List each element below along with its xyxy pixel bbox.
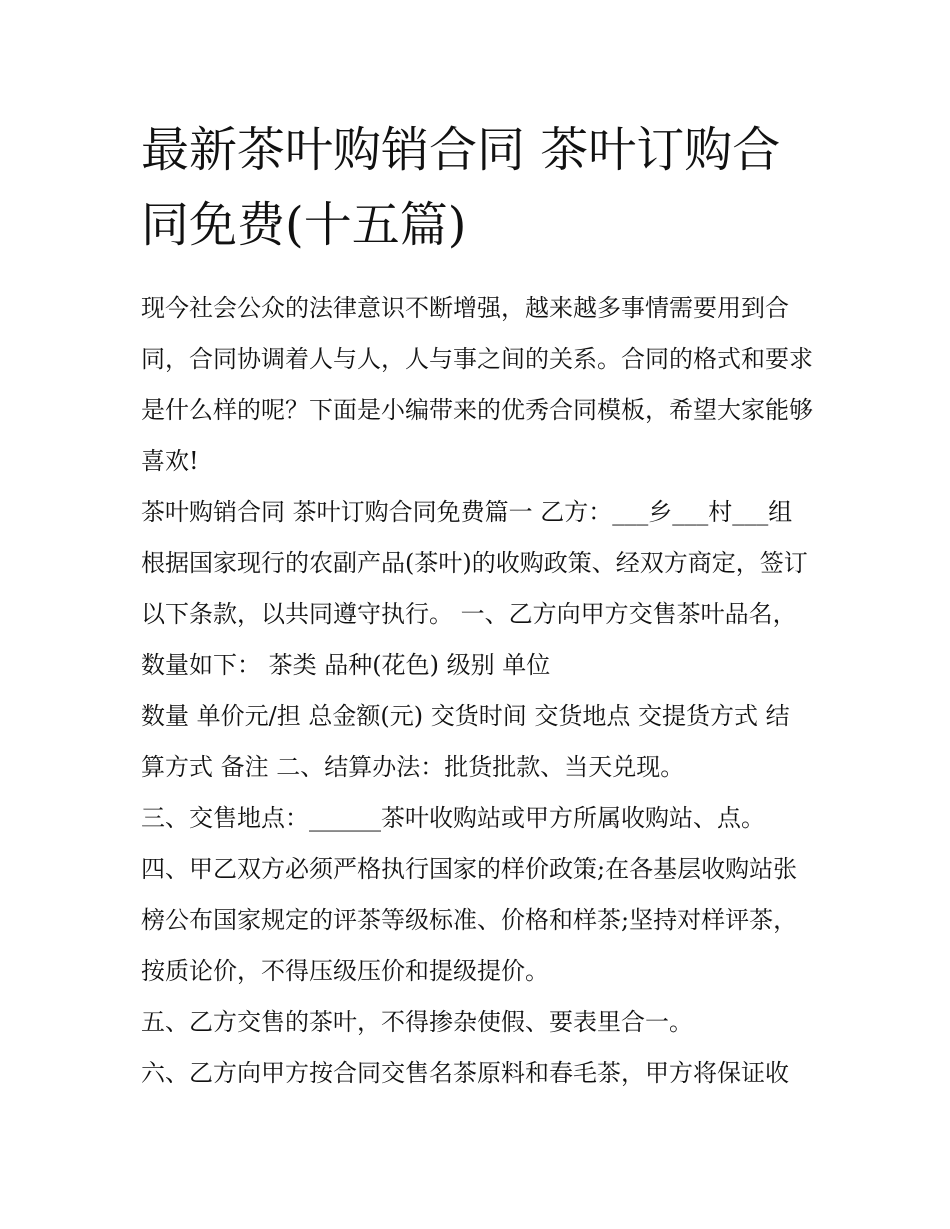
document-page: [141, 113, 813, 1099]
paragraph-clause-5: 五、乙方交售的茶叶，不得掺杂使假、要表里合一。: [141, 1008, 693, 1036]
paragraph-clause-6: 六、乙方向甲方按合同交售名茶原料和春毛茶，甲方将保证收: [141, 1059, 789, 1087]
paragraph-intro: 现今社会公众的法律意识不断增强，越来越多事情需要用到合同，合同协调着人与人，人与事之间的关系。合同的格式和要求是什么样的呢？下面是小编带来的优秀合同模板，希望大家能够喜欢!: [141, 294, 813, 475]
paragraph-contract-opening: 茶叶购销合同 茶叶订购合同免费篇一 乙方：___乡___村___组 根据国家现行的农副产品(茶叶)的收购政策、经双方商定，签订以下条款，以共同遵守执行。 一、乙方向甲方交售茶叶品名，数量如下： 茶类 品种(花色) 级别 单位: [141, 498, 808, 679]
document-title: 最新茶叶购销合同 茶叶订购合同免费(十五篇): [141, 122, 781, 253]
paragraph-clause-4: 四、甲乙双方必须严格执行国家的样价政策;在各基层收购站张榜公布国家规定的评茶等级标准、价格和样茶;坚持对样评茶，按质论价，不得压级压价和提级提价。: [141, 855, 798, 985]
paragraph-table-fields: 数量 单价元/担 总金额(元) 交货时间 交货地点 交提货方式 结算方式 备注 二、结算办法：批货批款、当天兑现。: [141, 702, 790, 781]
paragraph-clause-3: 三、交售地点：______茶叶收购站或甲方所属收购站、点。: [141, 804, 765, 832]
